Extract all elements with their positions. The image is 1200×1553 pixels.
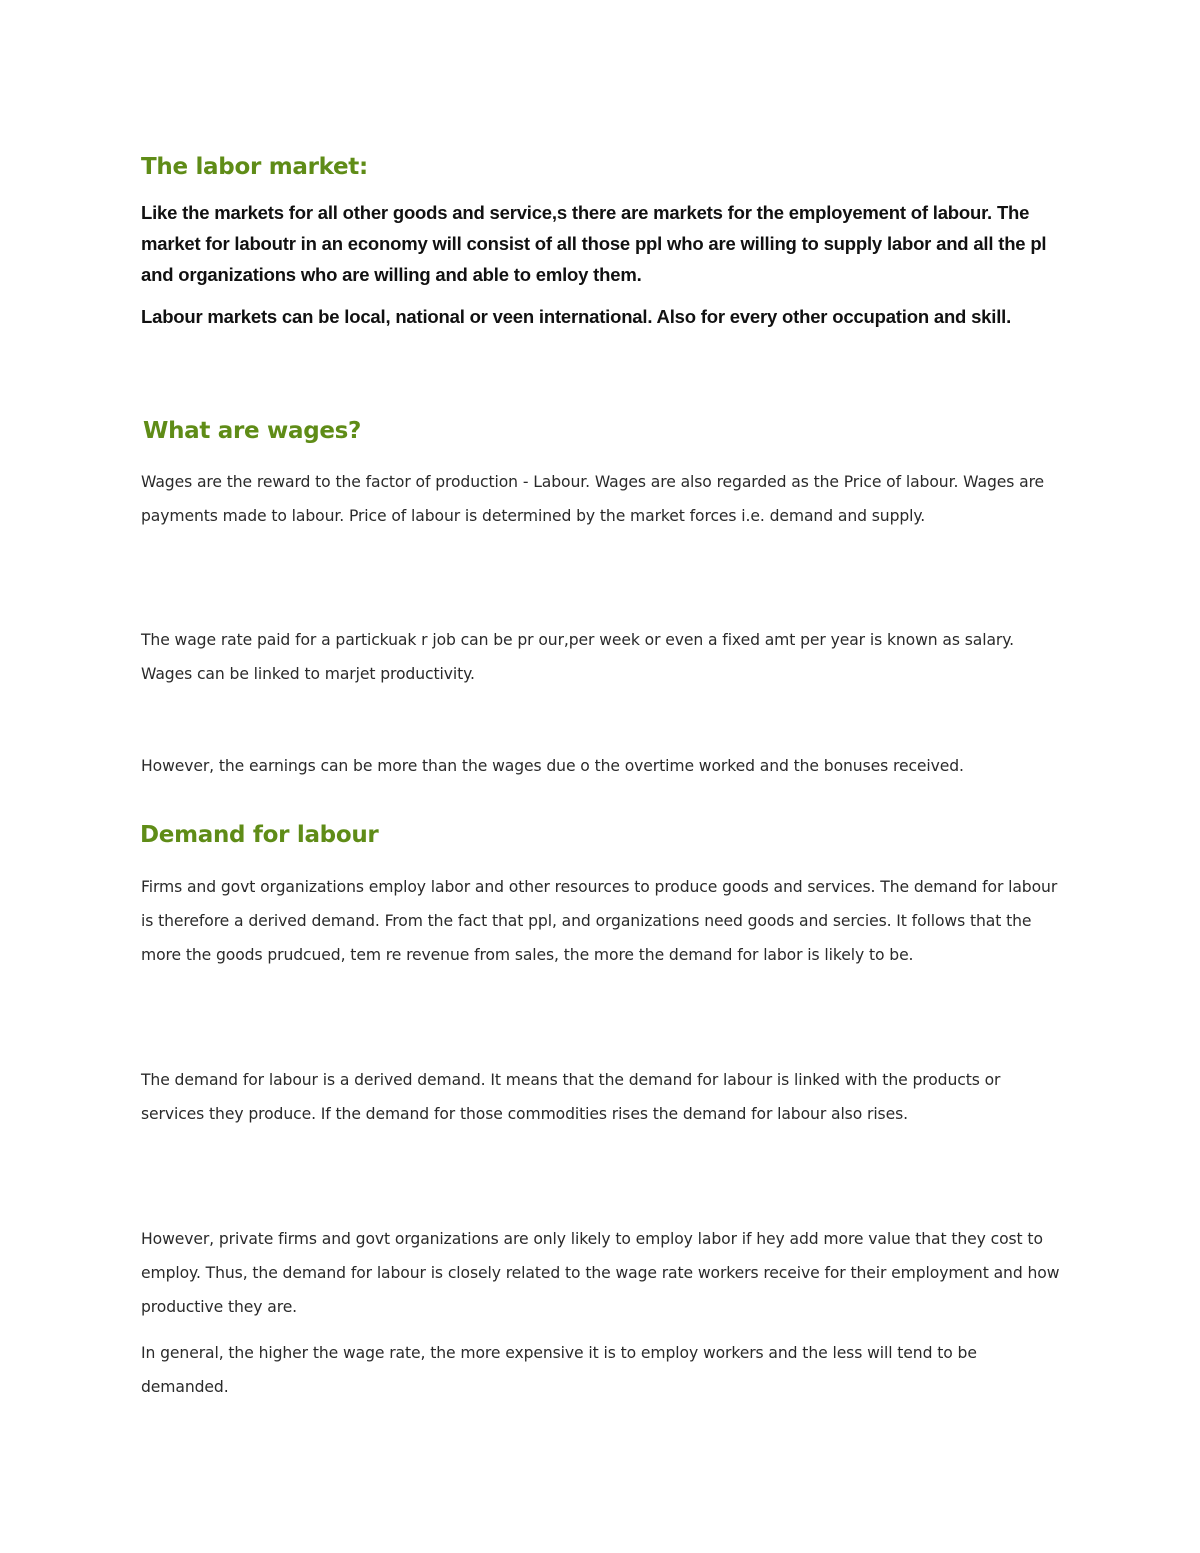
wages-paragraph-3: However, the earnings can be more than the wages due o the overtime worked and the bonuses received.	[141, 757, 964, 775]
demand-paragraph-3: However, private firms and govt organizations are only likely to employ labor if hey add more value that they cost to employ. Thus, the demand for labour is closely related to the wage rate workers receive for their employment and how productive they are.	[141, 1230, 1060, 1316]
demand-paragraph-1: Firms and govt organizations employ labor and other resources to produce goods and services. The demand for labour is therefore a derived demand. From the fact that ppl, and organizations need goods and sercies. It follows that the more the goods prudcued, tem re revenue from sales, the more the demand for labor is likely to be.	[141, 878, 1058, 964]
heading-labor-market: The labor market:	[141, 154, 368, 180]
demand-paragraph-2: The demand for labour is a derived demand. It means that the demand for labour is linked with the products or services they produce. If the demand for those commodities rises the demand for labour also rises.	[141, 1071, 1001, 1123]
wages-paragraph-2: The wage rate paid for a partickuak r job can be pr our,per week or even a fixed amt per year is known as salary. Wages can be linked to marjet productivity.	[141, 631, 1014, 683]
wages-paragraph-1: Wages are the reward to the factor of production - Labour. Wages are also regarded as the Price of labour. Wages are payments made to labour. Price of labour is determined by the market forces i.e. demand and supply.	[141, 473, 1045, 525]
demand-paragraph-4: In general, the higher the wage rate, the more expensive it is to employ workers and the less will tend to be demanded.	[141, 1344, 977, 1396]
labor-market-paragraph-1: Like the markets for all other goods and service,s there are markets for the employement of labour. The market for laboutr in an economy will consist of all those ppl who are willing to supply labor and all the pl and organizations who are willing and able to emloy them.	[141, 202, 1047, 285]
labor-market-paragraph-2: Labour markets can be local, national or veen international. Also for every other occupation and skill.	[141, 306, 1012, 327]
heading-what-are-wages: What are wages?	[143, 418, 362, 444]
heading-demand-for-labour: Demand for labour	[140, 822, 379, 848]
